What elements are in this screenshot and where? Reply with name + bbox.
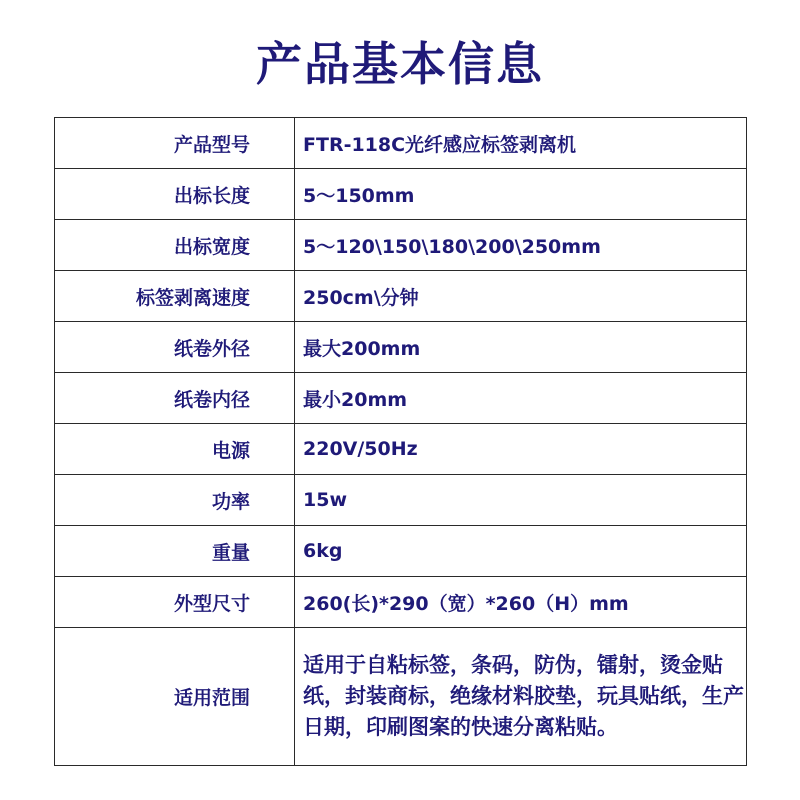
spec-value: 最小20mm [295,373,747,424]
spec-row-dimensions [55,577,747,628]
spec-label: 外型尺寸 [55,577,295,628]
spec-label: 功率 [55,475,295,526]
spec-label: 纸卷内径 [55,373,295,424]
spec-row-power-supply [55,424,747,475]
spec-row-peel-speed [55,271,747,322]
spec-row-applications [55,628,747,766]
spec-value: 15w [295,475,747,526]
spec-label: 产品型号 [55,118,295,169]
spec-label: 出标宽度 [55,220,295,271]
spec-row-roll-inner-diameter [55,373,747,424]
spec-label: 出标长度 [55,169,295,220]
spec-label: 纸卷外径 [55,322,295,373]
spec-value: 220V/50Hz [295,424,747,475]
spec-value: 最大200mm [295,322,747,373]
spec-value: FTR-118C光纤感应标签剥离机 [295,118,747,169]
spec-label: 重量 [55,526,295,577]
spec-value: 适用于自粘标签，条码，防伪，镭射，烫金贴纸，封装商标，绝缘材料胶垫，玩具贴纸，生产日期，印刷图案的快速分离粘贴。 [295,628,747,766]
spec-label: 电源 [55,424,295,475]
spec-label: 标签剥离速度 [55,271,295,322]
spec-value: 5～120\150\180\200\250mm [295,220,747,271]
spec-row-weight [55,526,747,577]
spec-row-power [55,475,747,526]
spec-table [54,117,747,766]
spec-label: 适用范围 [55,628,295,766]
page-title: 产品基本信息 [256,37,544,91]
spec-value: 250cm\分钟 [295,271,747,322]
spec-row-model [55,118,747,169]
spec-value: 260(长)*290（宽）*260（H）mm [295,577,747,628]
spec-value: 6kg [295,526,747,577]
spec-row-label-width [55,220,747,271]
spec-row-label-length [55,169,747,220]
spec-row-roll-outer-diameter [55,322,747,373]
spec-value: 5～150mm [295,169,747,220]
